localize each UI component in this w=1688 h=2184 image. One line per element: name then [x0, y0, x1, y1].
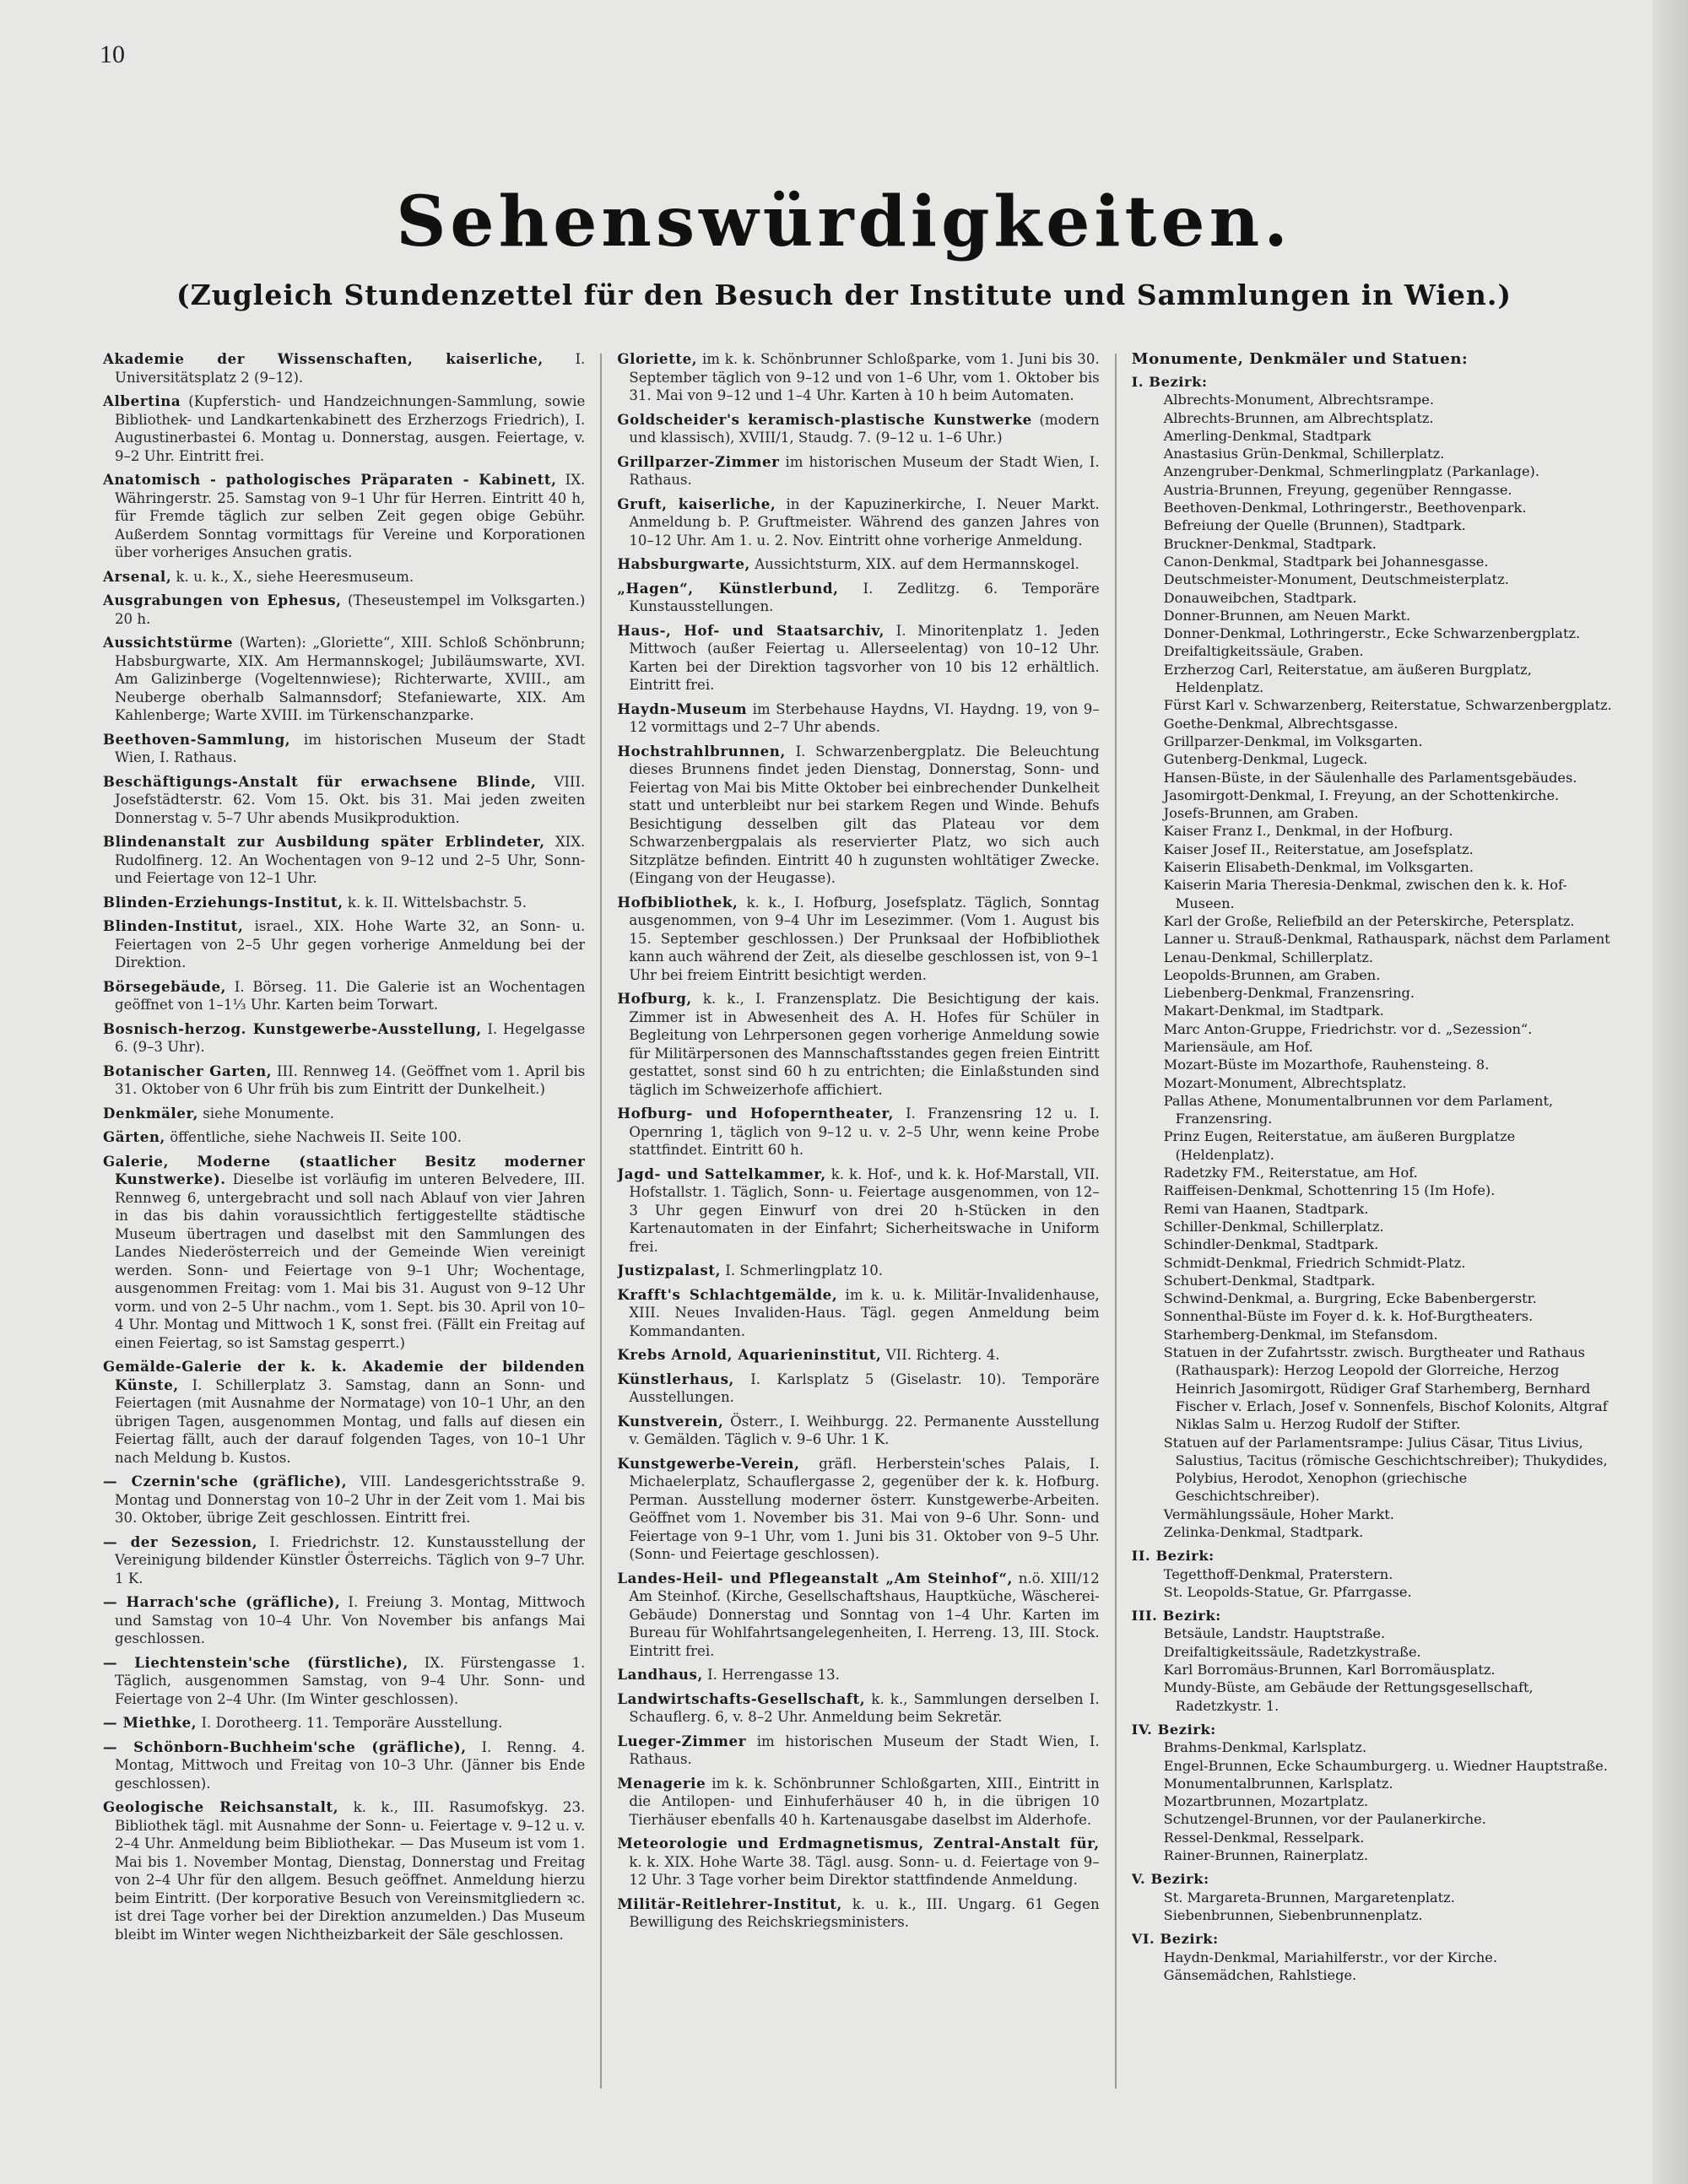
entry: [617, 1370, 1099, 1407]
entry: [103, 1654, 585, 1709]
entry: [103, 833, 585, 888]
monument-item: Makart-Denkmal, im Stadtpark.: [1163, 1003, 1384, 1019]
page-title: Sehenswürdigkeiten.: [396, 181, 1292, 262]
entry-body: I. Zedlitzg. 6. Temporäre Kunstausstellungen.: [629, 580, 1100, 614]
monument-item: St. Margareta-Brunnen, Margaretenplatz.: [1163, 1889, 1455, 1906]
entry: [617, 1262, 1099, 1280]
entry: [103, 978, 585, 1014]
entry: [103, 471, 585, 562]
entry-body: im historischen Museum der Stadt Wien, I. Rathaus.: [629, 1733, 1100, 1767]
entry-body: im k. u. k. Militär-Invalidenhause, XIII. Neues Invaliden-Haus. Tägl. gegen Anmeldung beim Kommandanten.: [629, 1286, 1100, 1339]
entry: [103, 392, 585, 465]
monument-item: Donauweibchen, Stadtpark.: [1163, 589, 1357, 606]
monument-item: Bruckner-Denkmal, Stadtpark.: [1163, 535, 1377, 552]
monument-item: Rainer-Brunnen, Rainerplatz.: [1163, 1847, 1368, 1864]
entry: [103, 634, 585, 725]
monument-item: Erzherzog Carl, Reiterstatue, am äußeren Burgplatz, Heldenplatz.: [1163, 661, 1532, 696]
entry-body: IX. Fürstengasse 1. Täglich, ausgenommen Samstag, von 9–4 Uhr. Sonn- und Feiertage von 2–4 Uhr. (Im Winter geschlossen).: [115, 1654, 586, 1707]
monument-item: Liebenberg-Denkmal, Franzensring.: [1163, 985, 1415, 1002]
entry-head: Gruft, kaiserliche,: [617, 495, 776, 512]
entry: [103, 1738, 585, 1793]
entry-head: — Harrach'sche (gräfliche),: [103, 1593, 341, 1610]
entry-body: I. Freiung 3. Montag, Mittwoch und Samstag von 10–4 Uhr. Von November bis anfangs Mai geschlossen.: [115, 1594, 586, 1646]
entry: [617, 1346, 1099, 1365]
entry-head: Habsburgwarte,: [617, 555, 750, 572]
entry: [617, 555, 1099, 574]
entry-head: Haus-, Hof- und Staatsarchiv,: [617, 621, 885, 639]
entry: [617, 894, 1099, 985]
entry: [103, 568, 585, 587]
entry-body: (modern und klassisch), XVIII/1, Staudg. 7. (9–12 u. 1–6 Uhr.): [629, 411, 1100, 446]
monument-item: Starhemberg-Denkmal, im Stefansdom.: [1163, 1326, 1438, 1343]
entry-body: gräfl. Herberstein'sches Palais, I. Michaelerplatz, Schauflergasse 2, gegenüber der k. k. Hofburg. Perman. Ausstellung moderner österr. Kunstgewerbe-Arbeiten. Geöffnet vom 1. November bis 31. Mai von 9–6 Uhr. Sonn- und Feiertage von 9–1 Uhr, vom 1. Juni bis 31. Oktober von 9–5 Uhr. (Sonn- und Feiertage geschlossen).: [629, 1455, 1100, 1562]
entry: [617, 580, 1099, 616]
entry-body: I. Renng. 4. Montag, Mittwoch und Freitag von 10–3 Uhr. (Jänner bis Ende geschlossen).: [115, 1738, 586, 1792]
entry-head: — Liechtenstein'sche (fürstliche),: [103, 1653, 408, 1671]
columns: [103, 350, 1614, 2089]
monument-item: Karl Borromäus-Brunnen, Karl Borromäusplatz.: [1163, 1662, 1496, 1679]
page-number: 10: [100, 41, 125, 68]
entry-head: Justizpalast,: [617, 1262, 721, 1279]
entry: [617, 411, 1099, 447]
monument-item: Hansen-Büste, in der Säulenhalle des Parlamentsgebäudes.: [1163, 769, 1577, 786]
monument-item: Josefs-Brunnen, am Graben.: [1163, 805, 1359, 822]
monument-item: Haydn-Denkmal, Mariahilferstr., vor der Kirche.: [1163, 1949, 1497, 1965]
monument-item: Beethoven-Denkmal, Lothringerstr., Beethovenpark.: [1163, 500, 1527, 516]
entry: [103, 773, 585, 828]
monument-item: Schutzengel-Brunnen, vor der Paulanerkirche.: [1163, 1811, 1486, 1828]
entry-head: — Czernin'sche (gräfliche),: [103, 1473, 348, 1489]
entry: [617, 622, 1099, 695]
entry-head: — Schönborn-Buchheim'sche (gräfliche),: [103, 1738, 467, 1755]
district-label: I. Bezirk:: [1131, 374, 1208, 390]
entry-head: Kunstgewerbe-Verein,: [617, 1454, 800, 1472]
monument-item: Albrechts-Monument, Albrechtsrampe.: [1163, 392, 1434, 408]
entry: [617, 1105, 1099, 1160]
monument-item: Donner-Denkmal, Lothringerstr., Ecke Schwarzenbergplatz.: [1163, 625, 1581, 642]
entry-body: Dieselbe ist vorläufig im unteren Belvedere, III. Rennweg 6, untergebracht und soll nach Ablauf von vier Jahren in das bis dahin voraussichtlich fertiggestellte städtische Museum übertragen und daselbst mit den Sammlungen des Landes Niederösterreich und der Gemeinde Wien vereinigt werden. Sonn- und Feiertage von 9–1 Uhr; Wochentage, ausgenommen Freitag: vom 1. Mai bis 31. August von 9–12 Uhr vorm. und von 2–5 Uhr nachm., vom 1. Sept. bis 30. April von 10–4 Uhr. Montag und Mittwoch 1 K, sonst frei. (Fällt ein Freitag auf einen Feiertag, so ist Samstag gesperrt.): [115, 1171, 586, 1351]
entry-head: Goldscheider's keramisch-plastische Kunstwerke: [617, 410, 1032, 428]
entry-body: im Sterbehause Haydns, VI. Haydng. 19, von 9–12 vormittags und 2–7 Uhr abends.: [629, 700, 1100, 735]
district-block: [1132, 373, 1614, 1541]
monument-item: St. Leopolds-Statue, Gr. Pfarrgasse.: [1163, 1583, 1412, 1600]
entry-head: Menagerie: [617, 1774, 706, 1792]
entry: [103, 1153, 585, 1353]
district-block: [1132, 1721, 1614, 1864]
monument-item: Albrechts-Brunnen, am Albrechtsplatz.: [1163, 409, 1434, 426]
monument-item: Tegetthoff-Denkmal, Praterstern.: [1163, 1565, 1393, 1582]
entry-body: I. Karlsplatz 5 (Giselastr. 10). Temporäre Ausstellungen.: [629, 1370, 1100, 1405]
district-label: IV. Bezirk:: [1131, 1721, 1216, 1738]
entry-body: in der Kapuzinerkirche, I. Neuer Markt. Anmeldung b. P. Gruftmeister. Während des ganzen Jahres von 10–12 Uhr. Am 1. u. 2. Nov. Eintritt ohne vorherige Anmeldung.: [629, 495, 1100, 549]
entry-body: (Warten): „Gloriette“, XIII. Schloß Schönbrunn; Habsburgwarte, XIX. Am Hermannskogel; Jubiläumswarte, XVI. Am Galizinberge (Vogeltennwiese); Richterwarte, XVIII., am Neuberge oberhalb Salmannsdorf; Stefaniewarte, XIX. Am Kahlenberge; Warte XVIII. im Türkenschanzparke.: [115, 635, 586, 723]
entry-head: Jagd- und Sattelkammer,: [617, 1165, 826, 1182]
entry: [617, 453, 1099, 489]
entry: [103, 350, 585, 387]
entry-body: öffentliche, siehe Nachweis II. Seite 100.: [170, 1129, 462, 1145]
entry-body: im historischen Museum der Stadt Wien, I. Rathaus.: [629, 453, 1100, 488]
district-label: III. Bezirk:: [1131, 1608, 1221, 1624]
entry-head: Hochstrahlbrunnen,: [617, 742, 786, 760]
entry-head: Galerie, Moderne (staatlicher Besitz moderner Kunstwerke).: [103, 1152, 586, 1187]
page-subtitle: (Zugleich Stundenzettel für den Besuch der Institute und Sammlungen in Wien.): [176, 278, 1512, 311]
entry-head: Gloriette,: [617, 350, 698, 367]
entry: [103, 1358, 585, 1467]
district-block: [1132, 1607, 1614, 1715]
entry-head: Meteorologie und Erdmagnetismus, Zentral-Anstalt für,: [617, 1835, 1100, 1852]
monument-item: Austria-Brunnen, Freyung, gegenüber Renngasse.: [1163, 481, 1512, 498]
monument-item: Anastasius Grün-Denkmal, Schillerplatz.: [1163, 446, 1445, 462]
entry-body: k. k. XIX. Hohe Warte 38. Tägl. ausg. Sonn- u. d. Feiertage von 9–12 Uhr. 3 Tage vorher beim Direktor stattfindende Anmeldung.: [629, 1853, 1100, 1888]
entry-body: (Kupferstich- und Handzeichnungen-Sammlung, sowie Bibliothek- und Landkartenkabinett des Erzherzogs Friedrich), I. Augustinerbastei 6. Montag u. Donnerstag, ausgen. Feiertage, v. 9–2 Uhr. Eintritt frei.: [115, 393, 586, 464]
monument-item: Deutschmeister-Monument, Deutschmeisterplatz.: [1163, 571, 1509, 588]
column-2: [617, 350, 1099, 2089]
monument-item: Lanner u. Strauß-Denkmal, Rathauspark, nächst dem Parlament: [1163, 931, 1610, 948]
monuments-heading: Monumente, Denkmäler und Statuen:: [1131, 350, 1469, 368]
monument-item: Grillparzer-Denkmal, im Volksgarten.: [1163, 733, 1423, 749]
entry-head: Lueger-Zimmer: [617, 1732, 747, 1749]
entry-body: I. Schwarzenbergplatz. Die Beleuchtung dieses Brunnens findet jeden Dienstag, Donnerstag, Sonn- und Feiertag von Mai bis Mitte Oktober bei einbrechender Dunkelheit statt und unterbleibt nur bei starkem Regen und Winde. Behufs Besichtigung desselben gilt das Plateau vor dem Schwarzenbergpalais als reservierter Platz, wo sich auch Sitzplätze befinden. Eintritt 40 h zugunsten wohltätiger Zwecke. (Eingang von der Heugasse).: [629, 743, 1100, 886]
monument-item: Engel-Brunnen, Ecke Schaumburgerg. u. Wiedner Hauptstraße.: [1163, 1757, 1608, 1774]
entry-head: Blindenanstalt zur Ausbildung später Erblindeter,: [103, 833, 545, 850]
entry-head: Bosnisch-herzog. Kunstgewerbe-Ausstellung,: [103, 1019, 482, 1037]
entry-head: Hofburg,: [617, 990, 692, 1007]
entry-head: Beschäftigungs-Anstalt für erwachsene Blinde,: [103, 772, 537, 790]
entry: [617, 1413, 1099, 1449]
entry-body: k. k., Sammlungen derselben I. Schauflerg. 6, v. 8–2 Uhr. Anmeldung beim Sekretär.: [629, 1690, 1100, 1725]
entry-body: k. k., I. Franzensplatz. Die Besichtigung der kais. Zimmer ist in Abwesenheit des A. H. Hofes für Schüler in Begleitung von Lehrpersonen gegen vorherige Anmeldung sowie für Militärpersonen des Mannschaftsstandes gegen freien Eintritt gestattet, sonst sind 60 h zu entrichten; die Einlaßstunden sind täglich im Schweizerhofe affichiert.: [629, 991, 1100, 1098]
monument-item: Leopolds-Brunnen, am Graben.: [1163, 966, 1381, 983]
monument-item: Prinz Eugen, Reiterstatue, am äußeren Burgplatze (Heldenplatz).: [1163, 1128, 1516, 1163]
entry: [103, 1533, 585, 1588]
entry-body: k. k., I. Hofburg, Josefsplatz. Täglich, Sonntag ausgenommen, von 9–4 Uhr im Lesezimmer. (Vom 1. August bis 15. September geschlossen.) Der Prunksaal der Hofbibliothek kann auch während der Zeit, als dieselbe geschlossen ist, von 9–1 Uhr bei freiem Eintritt besichtigt werden.: [629, 894, 1100, 983]
monuments-list: [1132, 373, 1614, 1984]
entry-body: k. k. Hof-, und k. k. Hof-Marstall, VII. Hofstallstr. 1. Täglich, Sonn- u. Feiertage ausgenommen, von 12–3 Uhr gegen Einwurf von drei 20 h-Stücken in den Kartenautomaten in der Einfahrt; Sicherheitswache in Uniform frei.: [629, 1165, 1100, 1255]
entry: [103, 731, 585, 767]
entry: [617, 1690, 1099, 1727]
monument-item: Statuen auf der Parlamentsrampe: Julius Cäsar, Titus Livius, Salustius, Tacitus (römische Geschichtschreiber); Thukydides, Polybius, Herodot, Xenophon (griechische Geschichtschreiber).: [1163, 1434, 1608, 1505]
entry: [103, 894, 585, 912]
entry: [617, 990, 1099, 1099]
entry: [103, 1714, 585, 1733]
monument-item: Schiller-Denkmal, Schillerplatz.: [1163, 1218, 1384, 1235]
monument-item: Donner-Brunnen, am Neuen Markt.: [1163, 607, 1411, 624]
monument-item: Mariensäule, am Hof.: [1163, 1038, 1313, 1055]
entry-head: Geologische Reichsanstalt,: [103, 1798, 339, 1815]
entry-head: Landwirtschafts-Gesellschaft,: [617, 1689, 866, 1707]
monument-item: Ressel-Denkmal, Resselpark.: [1163, 1829, 1365, 1846]
entry: [617, 1666, 1099, 1684]
monument-item: Gutenberg-Denkmal, Lugeck.: [1163, 751, 1368, 768]
entry-body: I. Schmerlingplatz 10.: [725, 1262, 884, 1279]
entry-head: Landhaus,: [617, 1666, 703, 1683]
entry: [617, 495, 1099, 550]
entry-body: k. u. k., X., siehe Heeresmuseum.: [176, 568, 414, 585]
entry: [103, 1020, 585, 1057]
entry-body: im historischen Museum der Stadt Wien, I. Rathaus.: [115, 731, 586, 765]
district-block: [1132, 1870, 1614, 1924]
monument-item: Brahms-Denkmal, Karlsplatz.: [1163, 1739, 1367, 1756]
monument-item: Remi van Haanen, Stadtpark.: [1163, 1200, 1369, 1217]
column-divider: [1115, 354, 1117, 2089]
entry: [103, 592, 585, 628]
monument-item: Radetzky FM., Reiterstatue, am Hof.: [1163, 1165, 1418, 1181]
district-label: II. Bezirk:: [1131, 1548, 1215, 1565]
entry: [103, 1105, 585, 1123]
entry-body: k. u. k., III. Ungarg. 61 Gegen Bewilligung des Reichskriegsministers.: [629, 1895, 1100, 1930]
monument-item: Schindler-Denkmal, Stadtpark.: [1163, 1236, 1379, 1253]
entry-body: I. Universitätsplatz 2 (9–12).: [115, 351, 586, 386]
monument-item: Monumentalbrunnen, Karlsplatz.: [1163, 1775, 1393, 1792]
entry-head: Gemälde-Galerie der k. k. Akademie der bildenden Künste,: [103, 1358, 586, 1393]
entry-head: Grillparzer-Zimmer: [617, 452, 780, 470]
entry-head: Aussichtstürme: [103, 634, 234, 651]
entry-body: I. Dorotheerg. 11. Temporäre Ausstellung.: [201, 1715, 503, 1731]
column-1: [103, 350, 585, 2089]
entry-head: Krafft's Schlachtgemälde,: [617, 1285, 838, 1303]
entry-head: Ausgrabungen von Ephesus,: [103, 592, 342, 608]
entry-head: Militär-Reitlehrer-Institut,: [617, 1895, 842, 1912]
entry-body: XIX. Rudolfinerg. 12. An Wochentagen von 9–12 und 2–5 Uhr, Sonn- und Feiertage von 12–1 Uhr.: [115, 834, 586, 886]
district-block: [1132, 1930, 1614, 1984]
entry-body: VIII. Landesgerichtsstraße 9. Montag und Donnerstag von 10–2 Uhr in der Zeit vom 1. Mai bis 30. Oktober, übrige Zeit geschlossen. Eintritt frei.: [115, 1473, 586, 1526]
entry-body: III. Rennweg 14. (Geöffnet vom 1. April bis 31. Oktober von 6 Uhr früh bis zum Eintritt der Dunkelheit.): [115, 1062, 586, 1097]
entry-head: Botanischer Garten,: [103, 1062, 273, 1079]
column-divider: [600, 354, 602, 2089]
entry-head: Akademie der Wissenschaften, kaiserliche,: [103, 350, 544, 367]
monument-item: Schmidt-Denkmal, Friedrich Schmidt-Platz.: [1163, 1254, 1466, 1271]
monument-item: Raiffeisen-Denkmal, Schottenring 15 (Im Hofe).: [1163, 1182, 1496, 1199]
entry-head: Haydn-Museum: [617, 700, 748, 717]
page-edge: [1653, 0, 1688, 2184]
entry-head: Gärten,: [103, 1128, 165, 1145]
monument-item: Canon-Denkmal, Stadtpark bei Johannesgasse.: [1163, 553, 1489, 570]
entry: [103, 917, 585, 972]
monument-item: Kaiser Josef II., Reiterstatue, am Josefsplatz.: [1163, 841, 1474, 857]
entry-head: Kunstverein,: [617, 1412, 724, 1430]
entry: [617, 1835, 1099, 1889]
entry-body: Aussichtsturm, XIX. auf dem Hermannskogel.: [755, 556, 1079, 572]
monument-item: Karl der Große, Reliefbild an der Peterskirche, Petersplatz.: [1163, 912, 1575, 929]
monument-item: Mozart-Monument, Albrechtsplatz.: [1163, 1074, 1407, 1091]
monument-item: Sonnenthal-Büste im Foyer d. k. k. Hof-Burgtheaters.: [1163, 1308, 1534, 1325]
entry-head: Denkmäler,: [103, 1104, 198, 1122]
district-block: [1132, 1547, 1614, 1601]
entry-body: im k. k. Schönbrunner Schloßparke, vom 1. Juni bis 30. September täglich von 9–12 und von 1–6 Uhr, vom 1. Oktober bis 31. Mai von 9–12 und 1–4 Uhr. Karten à 10 h beim Automaten.: [629, 351, 1100, 403]
entry: [103, 1593, 585, 1648]
entry: [617, 1455, 1099, 1564]
entry-body: k. k., III. Rasumofskyg. 23. Bibliothek tägl. mit Ausnahme der Sonn- u. Feiertage v. 9–12 u. v. 2–4 Uhr. Anmeldung beim Bibliothekar. — Das Museum ist vom 1. Mai bis 1. November Montag, Dienstag, Donnerstag und Freitag von 2–4 Uhr für den allgem. Besuch geöffnet. Anmeldung hierzu beim Eintritt. (Der korporative Besuch von Vereinsmitgliedern ꝛc. ist drei Tage vorher bei der Direktion anzumelden.) Das Museum bleibt im Winter wegen Nichtheizbarkeit der Säle geschlossen.: [115, 1799, 586, 1943]
entry-body: VIII. Josefstädterstr. 62. Vom 15. Okt. bis 31. Mai jeden zweiten Donnerstag v. 5–7 Uhr abends Musikproduktion.: [115, 773, 586, 826]
entry-head: — der Sezession,: [103, 1533, 258, 1550]
monument-item: Kaiserin Elisabeth-Denkmal, im Volksgarten.: [1163, 859, 1474, 876]
monument-item: Dreifaltigkeitssäule, Graben.: [1163, 643, 1364, 660]
entry-head: Krebs Arnold, Aquarieninstitut,: [617, 1346, 882, 1363]
entry: [103, 1473, 585, 1527]
entry: [103, 1128, 585, 1147]
entry-body: VII. Richterg. 4.: [885, 1347, 1000, 1363]
monument-item: Pallas Athene, Monumentalbrunnen vor dem Parlament, Franzensring.: [1163, 1092, 1554, 1127]
entry-head: Landes-Heil- und Pflegeanstalt „Am Steinhof“,: [617, 1569, 1013, 1587]
entry: [617, 743, 1099, 888]
entry: [617, 1895, 1099, 1932]
monument-item: Kaiser Franz I., Denkmal, in der Hofburg.: [1163, 823, 1453, 840]
entry-head: Blinden-Institut,: [103, 917, 244, 934]
entry-body: I. Herrengasse 13.: [707, 1667, 840, 1683]
entry-head: Albertina: [103, 392, 181, 409]
monument-item: Gänsemädchen, Rahlstiege.: [1163, 1966, 1357, 1983]
monument-item: Siebenbrunnen, Siebenbrunnenplatz.: [1163, 1906, 1423, 1923]
entry-body: I. Börseg. 11. Die Galerie ist an Wochentagen geöffnet von 1–1⅓ Uhr. Karten beim Torwart.: [115, 978, 586, 1013]
entry: [617, 1733, 1099, 1769]
entry-body: k. k. II. Wittelsbachstr. 5.: [347, 894, 527, 911]
entry: [617, 1165, 1099, 1257]
entry-body: israel., XIX. Hohe Warte 32, an Sonn- u. Feiertagen von 2–5 Uhr gegen vorherige Anmeldung bei der Direktion.: [115, 918, 586, 970]
entry-body: (Theseustempel im Volksgarten.) 20 h.: [115, 592, 586, 627]
entry-body: I. Schillerplatz 3. Samstag, dann an Sonn- und Feiertagen (mit Ausnahme der Normatage) von 10–1 Uhr, an den übrigen Tagen, ausgenommen Montag, und falls auf diesen ein Feiertag fällt, auch der darauf folgenden Tages, von 10–1 Uhr nach Meldung b. Kustos.: [115, 1376, 586, 1466]
entry-head: Arsenal,: [103, 567, 172, 585]
entry-body: n.ö. XIII/12 Am Steinhof. (Kirche, Gesellschaftshaus, Hauptküche, Wäscherei-Gebäude) Donnerstag und Sonntag von 1–4 Uhr. Karten im Bureau für Wohlfahrtsangelegenheiten, I. Herreng. 13, III. Stock. Eintritt frei.: [629, 1570, 1100, 1659]
column-3: [1132, 350, 1614, 2089]
entry-head: Blinden-Erziehungs-Institut,: [103, 893, 344, 911]
entry-head: Hofburg- und Hofoperntheater,: [617, 1105, 894, 1122]
entry-head: Künstlerhaus,: [617, 1370, 734, 1387]
entry-body: IX. Währingerstr. 25. Samstag von 9–1 Uhr für Herren. Eintritt 40 h, für Fremde täglich zur selben Zeit gegen obige Gebühr. Außerdem Sonntag vormittags für Vereine und Korporationen über vorheriges Ansuchen gratis.: [115, 472, 586, 560]
monument-item: Vermählungssäule, Hoher Markt.: [1163, 1506, 1394, 1522]
entry-head: Beethoven-Sammlung,: [103, 730, 291, 748]
monument-item: Goethe-Denkmal, Albrechtsgasse.: [1163, 715, 1399, 732]
monument-item: Fürst Karl v. Schwarzenberg, Reiterstatue, Schwarzenbergplatz.: [1163, 697, 1612, 714]
monument-item: Mundy-Büste, am Gebäude der Rettungsgesellschaft, Radetzkystr. 1.: [1163, 1679, 1534, 1714]
entry-head: Anatomisch - pathologisches Präparaten - Kabinett,: [103, 471, 557, 488]
monument-item: Lenau-Denkmal, Schillerplatz.: [1163, 949, 1374, 965]
monument-item: Betsäule, Landstr. Hauptstraße.: [1163, 1625, 1386, 1642]
monument-item: Zelinka-Denkmal, Stadtpark.: [1163, 1524, 1364, 1540]
monument-item: Statuen in der Zufahrtsstr. zwisch. Burgtheater und Rathaus (Rathauspark): Herzog Leopold der Glorreiche, Herzog Heinrich Jasomirgott, Rüdiger Graf Starhemberg, Bernhard Fischer v. Erlach, Josef v. Sonnenfels, Bischof Kolonits, Altgraf Niklas Salm u. Herzog Rudolf der Stifter.: [1163, 1344, 1608, 1433]
monument-item: Mozart-Büste im Mozarthofe, Rauhensteing. 8.: [1163, 1057, 1490, 1073]
entry: [617, 350, 1099, 405]
entry: [617, 1286, 1099, 1341]
district-label: VI. Bezirk:: [1131, 1931, 1219, 1948]
entry: [103, 1798, 585, 1943]
entry: [617, 1775, 1099, 1830]
entry-body: I. Minoritenplatz 1. Jeden Mittwoch (außer Feiertag u. Allerseelentag) von 10–12 Uhr. Karten bei der Direktion tagsvorher von 10 bis 12 erhältlich. Eintritt frei.: [629, 622, 1100, 693]
monument-item: Dreifaltigkeitssäule, Radetzkystraße.: [1163, 1643, 1421, 1660]
monument-item: Jasomirgott-Denkmal, I. Freyung, an der Schottenkirche.: [1163, 787, 1560, 803]
entry-head: — Miethke,: [103, 1714, 197, 1731]
monument-item: Schubert-Denkmal, Stadtpark.: [1163, 1272, 1376, 1289]
entry: [103, 1062, 585, 1099]
entry-body: I. Franzensring 12 u. I. Opernring 1, täglich von 9–12 u. v. 2–5 Uhr, wenn keine Probe stattfindet. Eintritt 60 h.: [629, 1106, 1100, 1158]
entry-body: siehe Monumente.: [203, 1105, 335, 1122]
monument-item: Marc Anton-Gruppe, Friedrichstr. vor d. „Sezession“.: [1163, 1020, 1533, 1037]
entry-body: im k. k. Schönbrunner Schloßgarten, XIII., Eintritt in die Antilopen- und Einhuferhäuser 40 h, in die übrigen 10 Tierhäuser ebenfalls 40 h. Kartenausgabe daselbst im Alderhofe.: [629, 1775, 1100, 1828]
entry-head: „Hagen“, Künstlerbund,: [617, 579, 839, 597]
entry-body: I. Friedrichstr. 12. Kunstausstellung der Vereinigung bildender Künstler Österreichs. Täglich von 9–7 Uhr. 1 K.: [115, 1533, 586, 1587]
entry: [617, 700, 1099, 737]
monument-item: Mozartbrunnen, Mozartplatz.: [1163, 1793, 1369, 1810]
monument-item: Befreiung der Quelle (Brunnen), Stadtpark.: [1163, 517, 1466, 534]
entry-head: Börsegebäude,: [103, 977, 227, 995]
monument-item: Amerling-Denkmal, Stadtpark: [1163, 427, 1372, 444]
monument-item: Schwind-Denkmal, a. Burgring, Ecke Babenbergerstr.: [1163, 1290, 1537, 1307]
entry: [617, 1570, 1099, 1661]
entry-body: I. Hegelgasse 6. (9–3 Uhr).: [115, 1020, 586, 1055]
monument-item: Anzengruber-Denkmal, Schmerlingplatz (Parkanlage).: [1163, 463, 1539, 480]
monument-item: Kaiserin Maria Theresia-Denkmal, zwischen den k. k. Hof-Museen.: [1163, 877, 1567, 911]
entry-body: Österr., I. Weihburgg. 22. Permanente Ausstellung v. Gemälden. Täglich v. 9–6 Uhr. 1 K.: [629, 1413, 1100, 1447]
district-label: V. Bezirk:: [1131, 1871, 1209, 1888]
entry-head: Hofbibliothek,: [617, 893, 738, 911]
